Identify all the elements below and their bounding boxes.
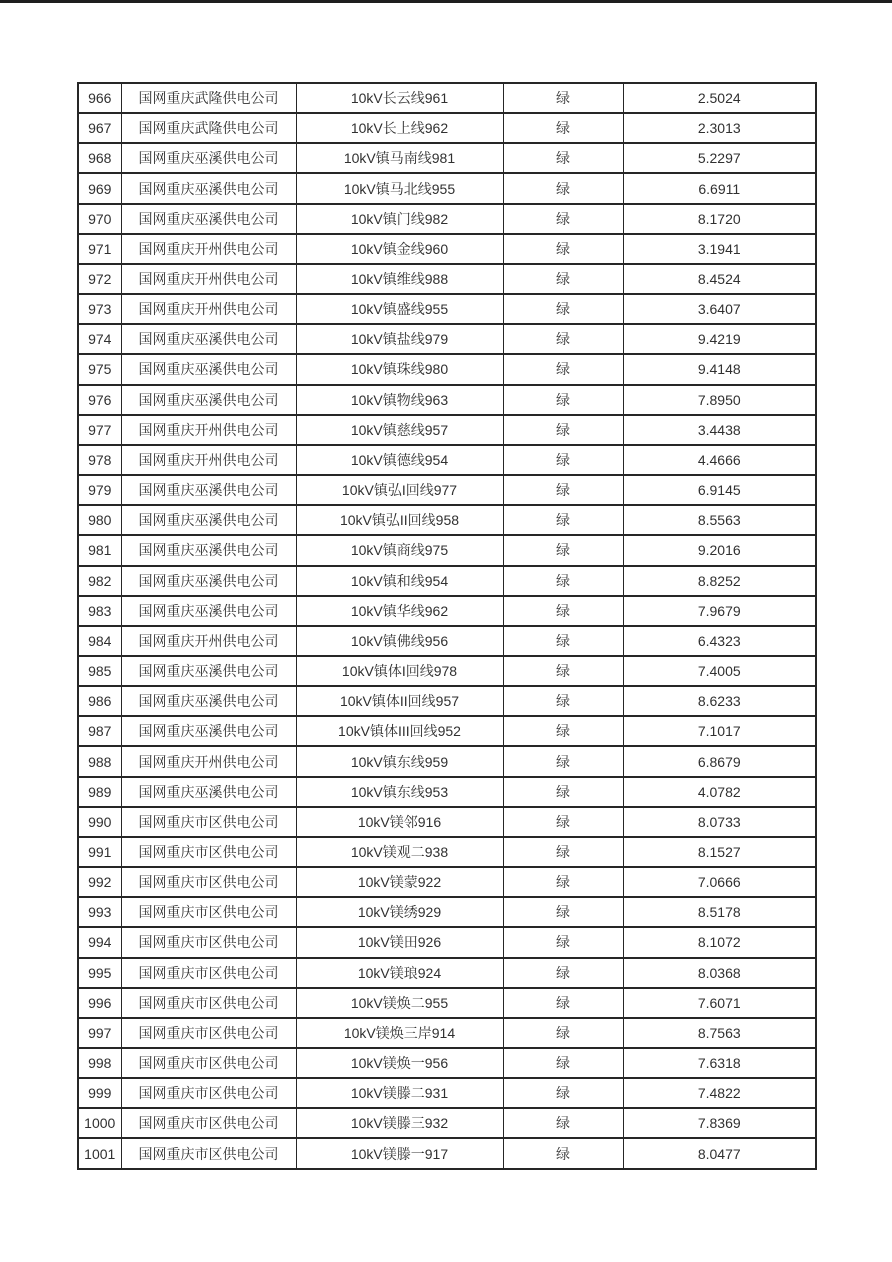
row-number-cell: 1001 bbox=[78, 1138, 121, 1169]
line-name-cell: 10kV镁焕一956 bbox=[296, 1048, 503, 1078]
company-cell: 国网重庆巫溪供电公司 bbox=[121, 173, 296, 203]
row-number-cell: 982 bbox=[78, 566, 121, 596]
company-cell: 国网重庆开州供电公司 bbox=[121, 445, 296, 475]
status-cell: 绿 bbox=[503, 566, 623, 596]
status-cell: 绿 bbox=[503, 204, 623, 234]
status-cell: 绿 bbox=[503, 113, 623, 143]
line-name-cell: 10kV镁焕三岸914 bbox=[296, 1018, 503, 1048]
line-name-cell: 10kV镇珠线980 bbox=[296, 354, 503, 384]
value-cell: 8.0733 bbox=[623, 807, 816, 837]
line-name-cell: 10kV镇盛线955 bbox=[296, 294, 503, 324]
line-name-cell: 10kV镇和线954 bbox=[296, 566, 503, 596]
value-cell: 4.4666 bbox=[623, 445, 816, 475]
table-row bbox=[78, 1048, 816, 1078]
status-cell: 绿 bbox=[503, 324, 623, 354]
company-cell: 国网重庆市区供电公司 bbox=[121, 837, 296, 867]
status-cell: 绿 bbox=[503, 867, 623, 897]
company-cell: 国网重庆巫溪供电公司 bbox=[121, 686, 296, 716]
line-name-cell: 10kV镁滕一917 bbox=[296, 1138, 503, 1169]
status-cell: 绿 bbox=[503, 173, 623, 203]
status-cell: 绿 bbox=[503, 656, 623, 686]
row-number-cell: 979 bbox=[78, 475, 121, 505]
table-row bbox=[78, 807, 816, 837]
company-cell: 国网重庆市区供电公司 bbox=[121, 1048, 296, 1078]
status-cell: 绿 bbox=[503, 354, 623, 384]
company-cell: 国网重庆市区供电公司 bbox=[121, 1108, 296, 1138]
line-name-cell: 10kV镁田926 bbox=[296, 927, 503, 957]
status-cell: 绿 bbox=[503, 505, 623, 535]
value-cell: 8.7563 bbox=[623, 1018, 816, 1048]
table-row bbox=[78, 1078, 816, 1108]
value-cell: 7.4822 bbox=[623, 1078, 816, 1108]
company-cell: 国网重庆市区供电公司 bbox=[121, 958, 296, 988]
status-cell: 绿 bbox=[503, 807, 623, 837]
value-cell: 8.1072 bbox=[623, 927, 816, 957]
line-name-cell: 10kV镇慈线957 bbox=[296, 415, 503, 445]
status-cell: 绿 bbox=[503, 415, 623, 445]
value-cell: 3.6407 bbox=[623, 294, 816, 324]
company-cell: 国网重庆武隆供电公司 bbox=[121, 83, 296, 113]
table-row bbox=[78, 445, 816, 475]
line-name-cell: 10kV镇东线959 bbox=[296, 746, 503, 776]
table-row bbox=[78, 1018, 816, 1048]
table-row bbox=[78, 566, 816, 596]
company-cell: 国网重庆市区供电公司 bbox=[121, 807, 296, 837]
table-row bbox=[78, 958, 816, 988]
company-cell: 国网重庆巫溪供电公司 bbox=[121, 143, 296, 173]
row-number-cell: 974 bbox=[78, 324, 121, 354]
value-cell: 8.6233 bbox=[623, 686, 816, 716]
value-cell: 6.8679 bbox=[623, 746, 816, 776]
value-cell: 2.5024 bbox=[623, 83, 816, 113]
line-name-cell: 10kV镇佛线956 bbox=[296, 626, 503, 656]
row-number-cell: 997 bbox=[78, 1018, 121, 1048]
row-number-cell: 983 bbox=[78, 596, 121, 626]
line-name-cell: 10kV镇维线988 bbox=[296, 264, 503, 294]
value-cell: 7.4005 bbox=[623, 656, 816, 686]
value-cell: 9.4219 bbox=[623, 324, 816, 354]
table-row bbox=[78, 204, 816, 234]
table-row bbox=[78, 1138, 816, 1169]
line-name-cell: 10kV镇商线975 bbox=[296, 535, 503, 565]
table-row bbox=[78, 656, 816, 686]
line-name-cell: 10kV镇盐线979 bbox=[296, 324, 503, 354]
company-cell: 国网重庆市区供电公司 bbox=[121, 1018, 296, 1048]
row-number-cell: 971 bbox=[78, 234, 121, 264]
row-number-cell: 991 bbox=[78, 837, 121, 867]
row-number-cell: 976 bbox=[78, 385, 121, 415]
value-cell: 7.0666 bbox=[623, 867, 816, 897]
table-row bbox=[78, 596, 816, 626]
row-number-cell: 988 bbox=[78, 746, 121, 776]
table-row bbox=[78, 143, 816, 173]
company-cell: 国网重庆市区供电公司 bbox=[121, 867, 296, 897]
line-name-cell: 10kV镇体I回线978 bbox=[296, 656, 503, 686]
status-cell: 绿 bbox=[503, 1018, 623, 1048]
table-row bbox=[78, 475, 816, 505]
row-number-cell: 968 bbox=[78, 143, 121, 173]
value-cell: 8.5178 bbox=[623, 897, 816, 927]
status-cell: 绿 bbox=[503, 596, 623, 626]
value-cell: 7.8950 bbox=[623, 385, 816, 415]
feeder-rating-table bbox=[77, 82, 817, 1170]
company-cell: 国网重庆开州供电公司 bbox=[121, 234, 296, 264]
value-cell: 8.1720 bbox=[623, 204, 816, 234]
table-row bbox=[78, 83, 816, 113]
table-row bbox=[78, 294, 816, 324]
company-cell: 国网重庆巫溪供电公司 bbox=[121, 777, 296, 807]
value-cell: 7.6318 bbox=[623, 1048, 816, 1078]
table-row bbox=[78, 837, 816, 867]
company-cell: 国网重庆武隆供电公司 bbox=[121, 113, 296, 143]
status-cell: 绿 bbox=[503, 777, 623, 807]
window-top-edge bbox=[0, 0, 892, 3]
value-cell: 7.9679 bbox=[623, 596, 816, 626]
status-cell: 绿 bbox=[503, 716, 623, 746]
company-cell: 国网重庆巫溪供电公司 bbox=[121, 204, 296, 234]
value-cell: 8.0477 bbox=[623, 1138, 816, 1169]
value-cell: 6.9145 bbox=[623, 475, 816, 505]
row-number-cell: 985 bbox=[78, 656, 121, 686]
company-cell: 国网重庆市区供电公司 bbox=[121, 1138, 296, 1169]
company-cell: 国网重庆巫溪供电公司 bbox=[121, 505, 296, 535]
status-cell: 绿 bbox=[503, 475, 623, 505]
value-cell: 8.1527 bbox=[623, 837, 816, 867]
row-number-cell: 987 bbox=[78, 716, 121, 746]
status-cell: 绿 bbox=[503, 294, 623, 324]
row-number-cell: 972 bbox=[78, 264, 121, 294]
value-cell: 8.8252 bbox=[623, 566, 816, 596]
row-number-cell: 986 bbox=[78, 686, 121, 716]
status-cell: 绿 bbox=[503, 264, 623, 294]
table-row bbox=[78, 686, 816, 716]
line-name-cell: 10kV镇体III回线952 bbox=[296, 716, 503, 746]
line-name-cell: 10kV镇金线960 bbox=[296, 234, 503, 264]
row-number-cell: 998 bbox=[78, 1048, 121, 1078]
line-name-cell: 10kV镇物线963 bbox=[296, 385, 503, 415]
line-name-cell: 10kV镁焕二955 bbox=[296, 988, 503, 1018]
line-name-cell: 10kV镁邻916 bbox=[296, 807, 503, 837]
table-row bbox=[78, 113, 816, 143]
table-row bbox=[78, 354, 816, 384]
company-cell: 国网重庆巫溪供电公司 bbox=[121, 596, 296, 626]
row-number-cell: 967 bbox=[78, 113, 121, 143]
value-cell: 6.6911 bbox=[623, 173, 816, 203]
status-cell: 绿 bbox=[503, 626, 623, 656]
status-cell: 绿 bbox=[503, 83, 623, 113]
row-number-cell: 973 bbox=[78, 294, 121, 324]
company-cell: 国网重庆开州供电公司 bbox=[121, 415, 296, 445]
company-cell: 国网重庆市区供电公司 bbox=[121, 927, 296, 957]
line-name-cell: 10kV长云线961 bbox=[296, 83, 503, 113]
company-cell: 国网重庆巫溪供电公司 bbox=[121, 656, 296, 686]
value-cell: 8.4524 bbox=[623, 264, 816, 294]
row-number-cell: 975 bbox=[78, 354, 121, 384]
row-number-cell: 969 bbox=[78, 173, 121, 203]
line-name-cell: 10kV镁蒙922 bbox=[296, 867, 503, 897]
table-row bbox=[78, 716, 816, 746]
row-number-cell: 977 bbox=[78, 415, 121, 445]
line-name-cell: 10kV镁观二938 bbox=[296, 837, 503, 867]
line-name-cell: 10kV镇体II回线957 bbox=[296, 686, 503, 716]
company-cell: 国网重庆巫溪供电公司 bbox=[121, 354, 296, 384]
row-number-cell: 970 bbox=[78, 204, 121, 234]
line-name-cell: 10kV镇弘I回线977 bbox=[296, 475, 503, 505]
row-number-cell: 980 bbox=[78, 505, 121, 535]
company-cell: 国网重庆开州供电公司 bbox=[121, 626, 296, 656]
row-number-cell: 981 bbox=[78, 535, 121, 565]
status-cell: 绿 bbox=[503, 1078, 623, 1108]
status-cell: 绿 bbox=[503, 1048, 623, 1078]
line-name-cell: 10kV镁滕二931 bbox=[296, 1078, 503, 1108]
table-row bbox=[78, 988, 816, 1018]
status-cell: 绿 bbox=[503, 385, 623, 415]
company-cell: 国网重庆巫溪供电公司 bbox=[121, 535, 296, 565]
company-cell: 国网重庆市区供电公司 bbox=[121, 1078, 296, 1108]
company-cell: 国网重庆巫溪供电公司 bbox=[121, 566, 296, 596]
table-row bbox=[78, 505, 816, 535]
value-cell: 3.4438 bbox=[623, 415, 816, 445]
value-cell: 7.8369 bbox=[623, 1108, 816, 1138]
row-number-cell: 993 bbox=[78, 897, 121, 927]
row-number-cell: 966 bbox=[78, 83, 121, 113]
table-row bbox=[78, 777, 816, 807]
status-cell: 绿 bbox=[503, 1138, 623, 1169]
company-cell: 国网重庆巫溪供电公司 bbox=[121, 475, 296, 505]
table-row bbox=[78, 173, 816, 203]
company-cell: 国网重庆开州供电公司 bbox=[121, 746, 296, 776]
table-row bbox=[78, 324, 816, 354]
line-name-cell: 10kV镇华线962 bbox=[296, 596, 503, 626]
table-row bbox=[78, 535, 816, 565]
table-row bbox=[78, 927, 816, 957]
table-row bbox=[78, 234, 816, 264]
line-name-cell: 10kV镁绣929 bbox=[296, 897, 503, 927]
table-row bbox=[78, 1108, 816, 1138]
value-cell: 5.2297 bbox=[623, 143, 816, 173]
row-number-cell: 989 bbox=[78, 777, 121, 807]
company-cell: 国网重庆巫溪供电公司 bbox=[121, 324, 296, 354]
company-cell: 国网重庆市区供电公司 bbox=[121, 988, 296, 1018]
table-row bbox=[78, 264, 816, 294]
status-cell: 绿 bbox=[503, 927, 623, 957]
value-cell: 9.4148 bbox=[623, 354, 816, 384]
line-name-cell: 10kV镇马北线955 bbox=[296, 173, 503, 203]
status-cell: 绿 bbox=[503, 746, 623, 776]
table-row bbox=[78, 867, 816, 897]
table-row bbox=[78, 897, 816, 927]
value-cell: 3.1941 bbox=[623, 234, 816, 264]
value-cell: 9.2016 bbox=[623, 535, 816, 565]
table-row bbox=[78, 385, 816, 415]
value-cell: 2.3013 bbox=[623, 113, 816, 143]
status-cell: 绿 bbox=[503, 535, 623, 565]
status-cell: 绿 bbox=[503, 143, 623, 173]
status-cell: 绿 bbox=[503, 958, 623, 988]
company-cell: 国网重庆开州供电公司 bbox=[121, 264, 296, 294]
line-name-cell: 10kV镁琅924 bbox=[296, 958, 503, 988]
value-cell: 8.0368 bbox=[623, 958, 816, 988]
status-cell: 绿 bbox=[503, 234, 623, 264]
status-cell: 绿 bbox=[503, 686, 623, 716]
value-cell: 7.6071 bbox=[623, 988, 816, 1018]
line-name-cell: 10kV镇东线953 bbox=[296, 777, 503, 807]
rating-table-body bbox=[78, 83, 816, 1169]
status-cell: 绿 bbox=[503, 1108, 623, 1138]
value-cell: 8.5563 bbox=[623, 505, 816, 535]
line-name-cell: 10kV镁滕三932 bbox=[296, 1108, 503, 1138]
value-cell: 7.1017 bbox=[623, 716, 816, 746]
company-cell: 国网重庆开州供电公司 bbox=[121, 294, 296, 324]
line-name-cell: 10kV镇德线954 bbox=[296, 445, 503, 475]
line-name-cell: 10kV镇门线982 bbox=[296, 204, 503, 234]
status-cell: 绿 bbox=[503, 988, 623, 1018]
table-row bbox=[78, 626, 816, 656]
company-cell: 国网重庆巫溪供电公司 bbox=[121, 385, 296, 415]
row-number-cell: 984 bbox=[78, 626, 121, 656]
status-cell: 绿 bbox=[503, 837, 623, 867]
line-name-cell: 10kV镇弘II回线958 bbox=[296, 505, 503, 535]
value-cell: 4.0782 bbox=[623, 777, 816, 807]
table-row bbox=[78, 746, 816, 776]
row-number-cell: 995 bbox=[78, 958, 121, 988]
company-cell: 国网重庆市区供电公司 bbox=[121, 897, 296, 927]
status-cell: 绿 bbox=[503, 897, 623, 927]
company-cell: 国网重庆巫溪供电公司 bbox=[121, 716, 296, 746]
status-cell: 绿 bbox=[503, 445, 623, 475]
row-number-cell: 978 bbox=[78, 445, 121, 475]
row-number-cell: 1000 bbox=[78, 1108, 121, 1138]
row-number-cell: 990 bbox=[78, 807, 121, 837]
row-number-cell: 999 bbox=[78, 1078, 121, 1108]
value-cell: 6.4323 bbox=[623, 626, 816, 656]
row-number-cell: 994 bbox=[78, 927, 121, 957]
line-name-cell: 10kV长上线962 bbox=[296, 113, 503, 143]
table-row bbox=[78, 415, 816, 445]
row-number-cell: 992 bbox=[78, 867, 121, 897]
line-name-cell: 10kV镇马南线981 bbox=[296, 143, 503, 173]
row-number-cell: 996 bbox=[78, 988, 121, 1018]
